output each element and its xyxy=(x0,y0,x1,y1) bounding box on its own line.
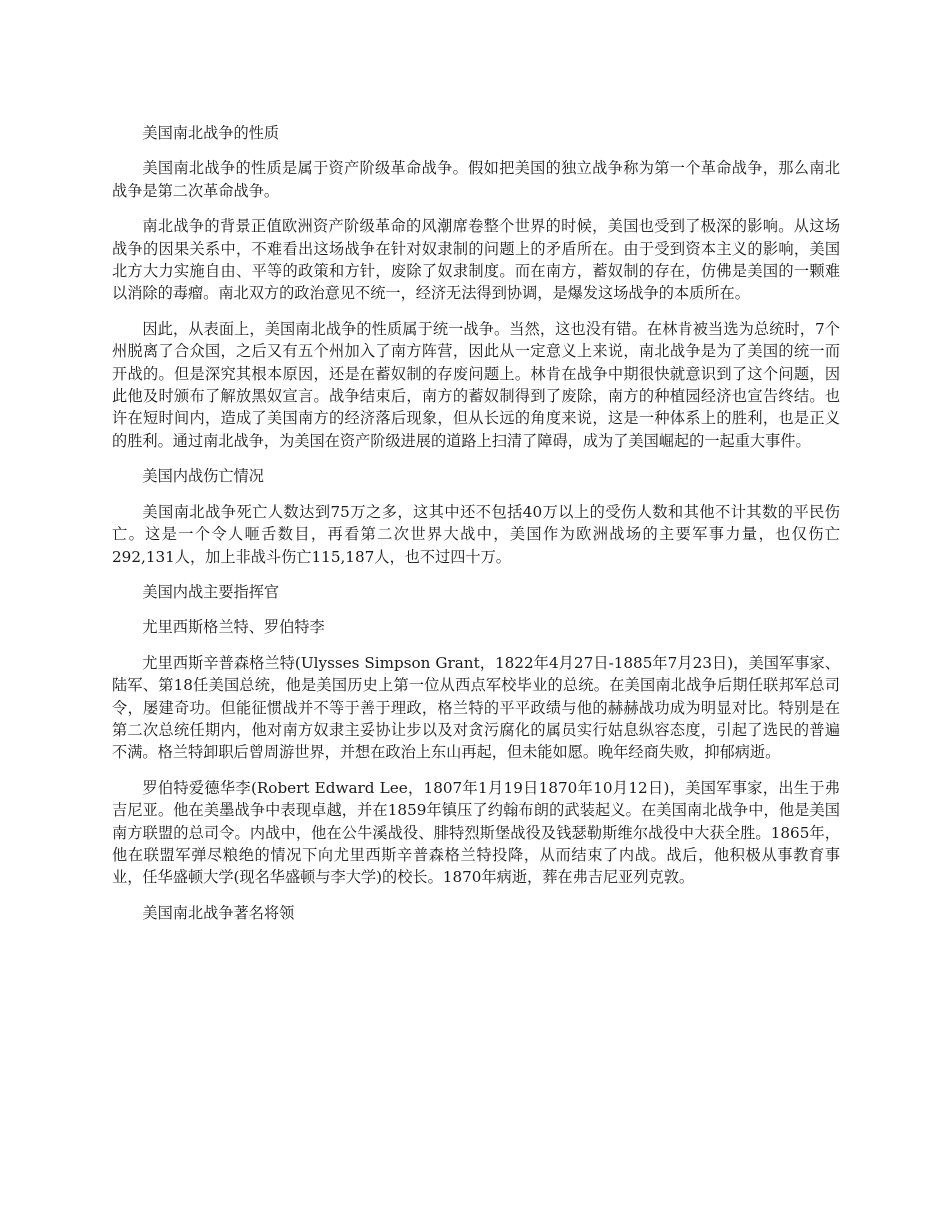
paragraph: 罗伯特爱德华李(Robert Edward Lee，1807年1月19日1870年10月12日)，美国军事家，出生于弗吉尼亚。他在美墨战争中表现卓越，并在1859年镇压了约翰布朗的武装起义。在美国南北战争中，他是美国南方联盟的总司令。内战中，他在公牛溪战役、腓特烈斯堡战役及钱瑟勒斯维尔战役中大获全胜。1865年，他在联盟军弹尽粮绝的情况下向尤里西斯辛普森格兰特投降，从而结束了内战。战后，他积极从事教育事业，任华盛顿大学(现名华盛顿与李大学)的校长。1870年病逝，葬在弗吉尼亚列克敦。 xyxy=(112,778,840,887)
paragraph: 尤里西斯辛普森格兰特(Ulysses Simpson Grant，1822年4月27日-1885年7月23日)，美国军事家、陆军、第18任美国总统，他是美国历史上第一位从西点军校毕业的总统。在美国南北战争后期任联邦军总司令，屡建奇功。但能征惯战并不等于善于理政，格兰特的平平政绩与他的赫赫战功成为明显对比。特别是在第二次总统任期内，他对南方奴隶主妥协让步以及对贪污腐化的属员实行姑息纵容态度，引起了选民的普遍不满。格兰特卸职后曾周游世界，并想在政治上东山再起，但未能如愿。晚年经商失败，抑郁病逝。 xyxy=(112,653,840,762)
paragraph: 美国南北战争死亡人数达到75万之多，这其中还不包括40万以上的受伤人数和其他不计其数的平民伤亡。这是一个令人咂舌数目，再看第二次世界大战中，美国作为欧洲战场的主要军事力量，也仅伤亡292,131人，加上非战斗伤亡115,187人，也不过四十万。 xyxy=(112,502,840,566)
paragraph: 美国南北战争的性质是属于资产阶级革命战争。假如把美国的独立战争称为第一个革命战争，那么南北战争是第二次革命战争。 xyxy=(112,159,840,200)
subheading-grant-lee: 尤里西斯格兰特、罗伯特李 xyxy=(142,618,325,637)
section-heading-generals: 美国南北战争著名将领 xyxy=(142,903,295,922)
paragraph: 因此，从表面上，美国南北战争的性质属于统一战争。当然，这也没有错。在林肯被当选为总统时，7个州脱离了合众国，之后又有五个州加入了南方阵营，因此从一定意义上来说，南北战争是为了美国的统一而开战的。但是深究其根本原因，还是在蓄奴制的存废问题上。林肯在战争中期很快就意识到了这个问题，因此他及时颁布了解放黑奴宣言。战争结束后，南方的蓄奴制得到了废除，南方的种植园经济也宣告终结。也许在短时间内，造成了美国南方的经济落后现象，但从长远的角度来说，这是一种体系上的胜利，也是正义的胜利。通过南北战争，为美国在资产阶级进展的道路上扫清了障碍，成为了美国崛起的一起重大事件。 xyxy=(112,319,840,450)
paragraph: 南北战争的背景正值欧洲资产阶级革命的风潮席卷整个世界的时候，美国也受到了极深的影响。从这场战争的因果关系中，不难看出这场战争在针对奴隶制的问题上的矛盾所在。由于受到资本主义的影响，美国北方大力实施自由、平等的政策和方针，废除了奴隶制度。而在南方，蓄奴制的存在，仿佛是美国的一颗难以消除的毒瘤。南北双方的政治意见不统一，经济无法得到协调，是爆发这场战争的本质所在。 xyxy=(112,217,840,303)
section-heading-commanders: 美国内战主要指挥官 xyxy=(142,582,280,601)
section-heading-casualties: 美国内战伤亡情况 xyxy=(142,467,264,486)
section-heading-nature: 美国南北战争的性质 xyxy=(142,124,280,142)
document-page xyxy=(112,122,840,937)
